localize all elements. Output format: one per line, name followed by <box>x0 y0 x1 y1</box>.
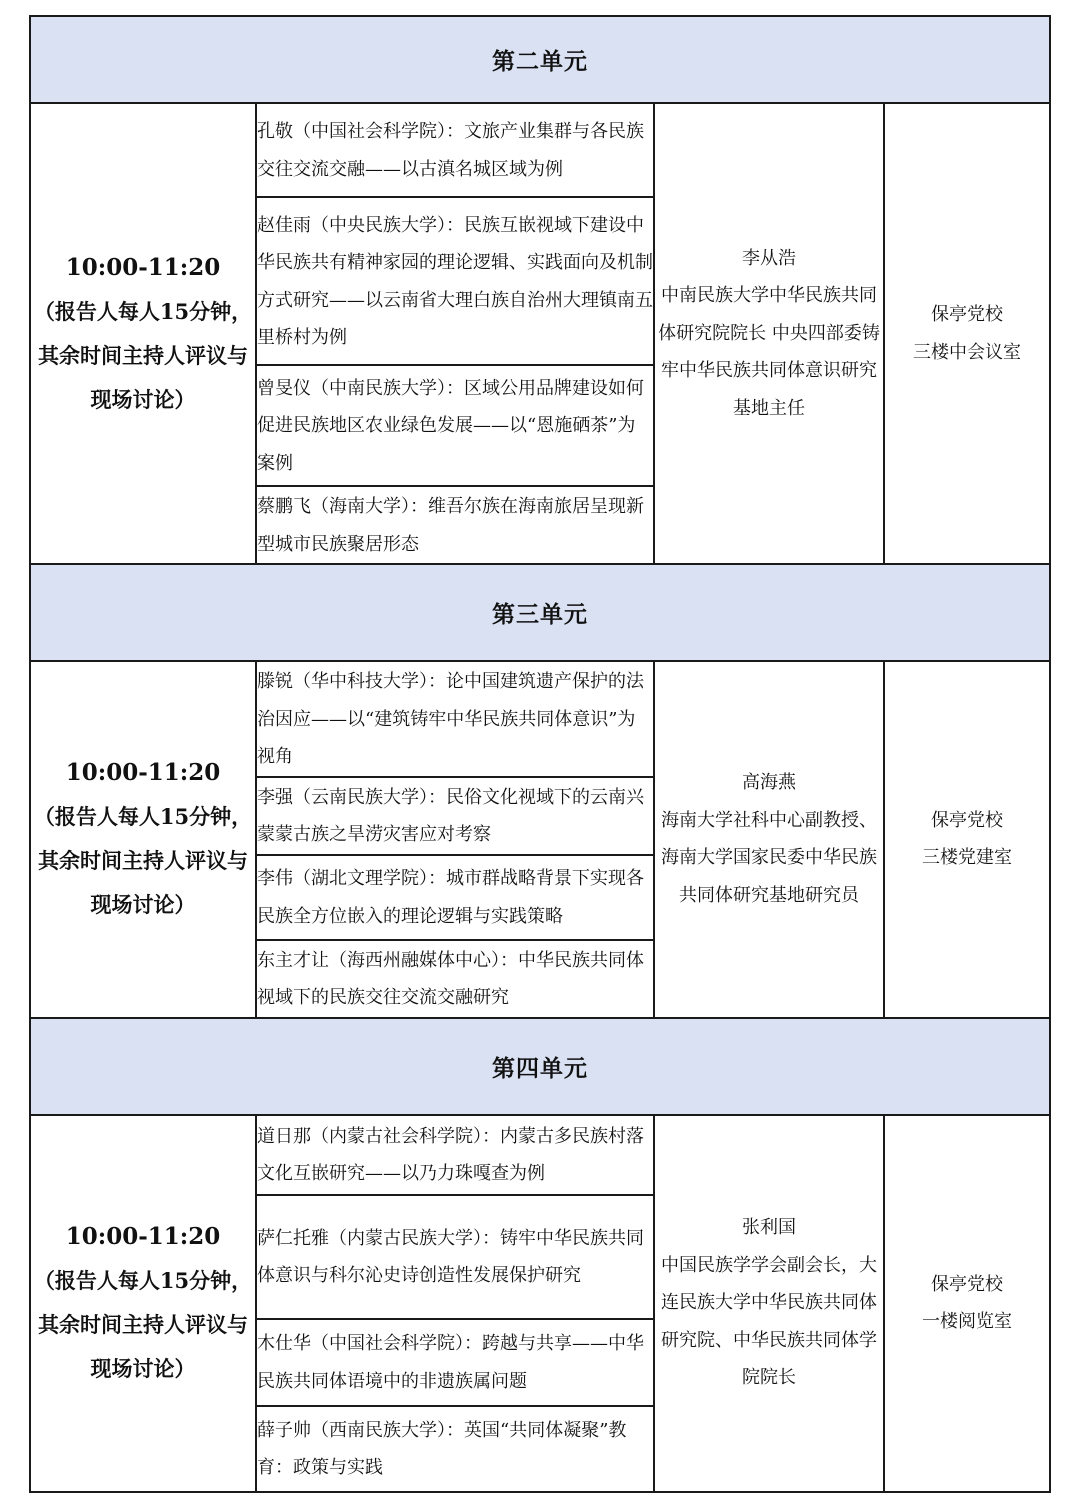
venue-name: 保亭党校 <box>931 1273 1003 1295</box>
talk-entry <box>256 1115 654 1195</box>
talk-entry <box>256 1195 654 1319</box>
talk-row <box>30 661 1050 777</box>
chair-name: 张利国 <box>742 1217 796 1239</box>
venue-cell <box>884 1115 1050 1492</box>
talk-text: 李伟（湖北文理学院）：城市群战略背景下实现各民族全方位嵌入的理论逻辑与实践策略 <box>257 868 644 927</box>
chair-name: 高海燕 <box>742 772 796 794</box>
talk-entry <box>256 197 654 365</box>
unit-title: 第二单元 <box>30 16 1050 103</box>
talk-text: 李强（云南民族大学）：民俗文化视域下的云南兴蒙蒙古族之旱涝灾害应对考察 <box>257 786 644 845</box>
schedule-table <box>29 15 1051 1493</box>
talk-text: 薛子帅（西南民族大学）：英国“共同体凝聚”教育：政策与实践 <box>257 1419 627 1478</box>
talk-entry <box>256 103 654 197</box>
talk-row <box>30 103 1050 197</box>
session-time: 10:00-11:20 <box>65 759 221 787</box>
talk-text: 曾旻仪（中南民族大学）：区域公用品牌建设如何促进民族地区农业绿色发展——以“恩施硒茶”为案例 <box>257 377 644 474</box>
unit-header-row <box>30 564 1050 661</box>
talk-text: 木仕华（中国社会科学院）：跨越与共享——中华民族共同体语境中的非遗族属问题 <box>257 1333 644 1392</box>
talk-entry <box>256 1406 654 1492</box>
chair-title: 中国民族学学会副会长，大连民族大学中华民族共同体研究院、中华民族共同体学院院长 <box>661 1254 877 1389</box>
chair-cell <box>654 661 884 1018</box>
session-time-cell <box>30 1115 256 1492</box>
session-note: （报告人每人15分钟，其余时间主持人评议与现场讨论） <box>33 1268 253 1381</box>
venue-room: 一楼阅览室 <box>922 1311 1012 1332</box>
talk-text: 孔敬（中国社会科学院）：文旅产业集群与各民族交往交流交融——以古滇名城区域为例 <box>257 121 644 180</box>
venue-cell <box>884 103 1050 564</box>
session-note: （报告人每人15分钟，其余时间主持人评议与现场讨论） <box>33 298 253 412</box>
chair-cell <box>654 103 884 564</box>
talk-entry <box>256 661 654 777</box>
venue-cell <box>884 661 1050 1018</box>
session-time: 10:00-11:20 <box>65 253 221 281</box>
chair-title: 中南民族大学中华民族共同体研究院院长 中央四部委铸牢中华民族共同体意识研究基地主任 <box>658 285 880 419</box>
venue-room: 三楼党建室 <box>922 847 1012 869</box>
unit-header-row <box>30 16 1050 103</box>
venue-name: 保亭党校 <box>931 809 1003 831</box>
talk-entry <box>256 365 654 486</box>
talk-text: 滕锐（华中科技大学）：论中国建筑遗产保护的法治因应——以“建筑铸牢中华民族共同体意识”为视角 <box>257 671 644 767</box>
session-time-cell <box>30 661 256 1018</box>
unit-title: 第三单元 <box>30 564 1050 661</box>
venue-name: 保亭党校 <box>931 304 1003 325</box>
chair-name: 李从浩 <box>742 247 796 269</box>
chair-cell <box>654 1115 884 1492</box>
talk-row <box>30 1115 1050 1195</box>
unit-header-row <box>30 1018 1050 1115</box>
talk-entry <box>256 940 654 1018</box>
session-time: 10:00-11:20 <box>65 1223 221 1250</box>
talk-text: 萨仁托雅（内蒙古民族大学）：铸牢中华民族共同体意识与科尔沁史诗创造性发展保护研究 <box>257 1227 644 1286</box>
talk-text: 赵佳雨（中央民族大学）：民族互嵌视域下建设中华民族共有精神家园的理论逻辑、实践面向及机制方式研究——以云南省大理白族自治州大理镇南五里桥村为例 <box>257 214 653 348</box>
talk-text: 道日那（内蒙古社会科学院）：内蒙古多民族村落文化互嵌研究——以乃力珠嘎查为例 <box>257 1125 644 1184</box>
talk-entry <box>256 1319 654 1406</box>
talk-entry <box>256 777 654 855</box>
unit-title: 第四单元 <box>30 1018 1050 1115</box>
chair-title: 海南大学社科中心副教授、海南大学国家民委中华民族共同体研究基地研究员 <box>661 809 877 906</box>
session-note: （报告人每人15分钟，其余时间主持人评议与现场讨论） <box>33 804 253 918</box>
talk-entry <box>256 855 654 940</box>
talk-entry <box>256 486 654 564</box>
venue-room: 三楼中会议室 <box>913 341 1021 363</box>
talk-text: 蔡鹏飞（海南大学）：维吾尔族在海南旅居呈现新型城市民族聚居形态 <box>257 496 644 555</box>
talk-text: 东主才让（海西州融媒体中心）：中华民族共同体视域下的民族交往交流交融研究 <box>257 949 644 1008</box>
session-time-cell <box>30 103 256 564</box>
